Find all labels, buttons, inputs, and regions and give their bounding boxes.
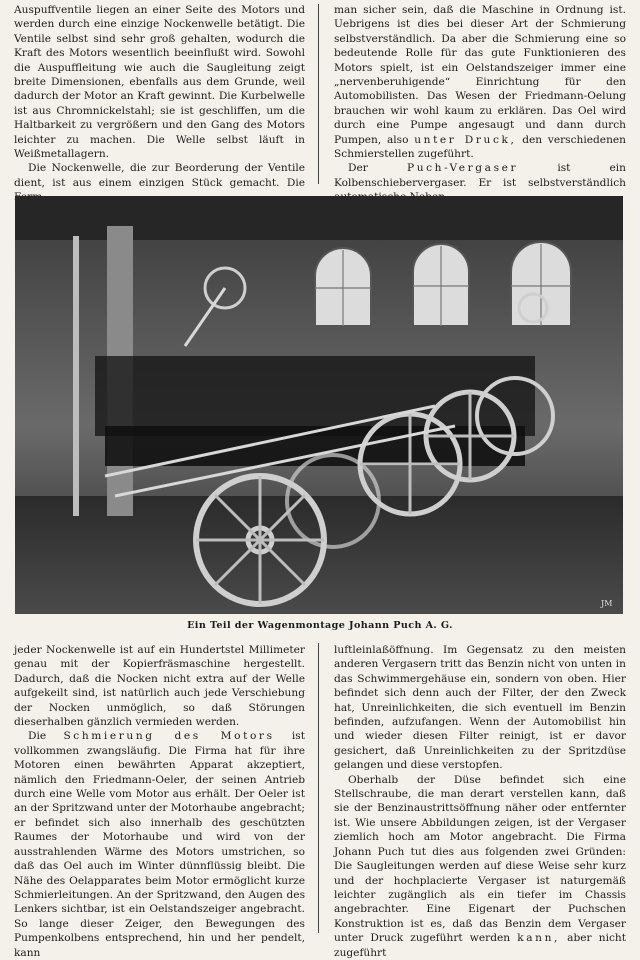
spaced-emphasis: Puch-Vergaser <box>406 162 519 175</box>
text-column-bottom-left <box>14 643 305 960</box>
text-run: ist vollkommen zwangsläufig. Die Firma hat für ihre Motoren einen bewährten Apparat akzeptiert, nämlich den Friedmann-Oeler, der seinen Antrieb durch eine Welle vom Motor aus erhält. Der Oeler ist an der Spritzwand unter der Motorhaube angebracht; er befindet sich also innerhalb des geschützten Raumes der Motorhaube und wird von der ausstrahlenden Wärme des Motors umstrichen, so daß das Oel auch im Winter dünnflüssig bleibt. Die Nähe des Oelapparates beim Motor ermöglicht kurze Schmierleitungen. An der Spritzwand, den Augen des Lenkers sichtbar, ist ein Oelstandszeiger angebracht. So lange dieser Zeiger, den Bewegungen des Pumpenkolbens entsprechend, hin und her pendelt, kann <box>14 730 306 959</box>
text-column-top-right <box>334 3 626 205</box>
paragraph: Auspuffventile liegen an einer Seite des Motors und werden durch eine einzige Nockenwelle betätigt. Die Ventile selbst sind sehr groß gehalten, wodurch die Kraft des Motors wesentlich beeinflußt wird. Sowohl die Auspuffleitung wie auch die Saugleitung zeigt breite Dimensionen, ebenfalls aus dem Grunde, weil dadurch der Motor an Kraft gewinnt. Die Kurbelwelle ist aus Chromnickelstahl; sie ist geschliffen, um die Haltbarkeit zu vergrößern und den Gang des Motors leichter zu machen. Die Welle selbst läuft in Weißmetallagern. <box>14 4 305 161</box>
paragraph <box>14 729 305 960</box>
text-run: Die <box>28 730 47 743</box>
text-run: Der <box>348 162 368 175</box>
column-divider <box>318 643 319 933</box>
paragraph: Die Nockenwelle, die zur Beorderung der Ventile dient, ist aus einem einzigen Stück gemacht. Die <box>14 162 305 189</box>
text-run: Oberhalb der Düse befindet sich eine Stellschraube, die man derart verstellen kann, daß sie der Benzinaustrittsöffnung näher oder entfernter ist. Wie unsere Abbildungen zeigen, ist der Vergaser ziemlich hoch am Motor angebracht. Die Firma Johann Puch tut dies aus folgenden zwei Gründen: Die Saugleitungen werden auf diese Weise sehr kurz und der hochplacierte Vergaser ist naturgemäß leichter zugänglich als ein tiefer im Chassis angebrachter. Eine Eigenart der Puchschen Konstruktion ist es, daß das Benzin dem Vergaser unter Druck zugeführt werden <box>334 773 626 945</box>
column-divider <box>318 4 319 184</box>
text-run: aber nicht zugeführt <box>334 932 626 959</box>
text-run: den verschiedenen Schmierstellen zugeführt. <box>334 133 626 161</box>
spaced-emphasis: kann, <box>517 932 560 945</box>
paragraph <box>334 773 626 960</box>
paragraph <box>334 3 626 161</box>
text-column-bottom-right <box>334 643 626 960</box>
svg-text:JM: JM <box>601 599 613 608</box>
spaced-emphasis: unter Druck, <box>414 133 517 146</box>
text-run: man sicher sein, daß die Maschine in Ordnung ist. Uebrigens ist dies bei dieser Art der Schmierung selbstverständlich. Da aber die Schmierung eine so bedeutende Rolle für das gute Funktionieren des Motors spielt, ist ein Oelstandszeiger immer eine „nervenberuhigende“ Einrichtung für den Automobilisten. Das Wesen der Friedmann-Oelung brauchen wir wohl kaum zu erklären. Das Oel wird durch eine Pumpe angesaugt und dann durch Pumpen, also <box>334 4 626 146</box>
factory-assembly-photo <box>15 196 623 614</box>
paragraph: luftleinlaßöffnung. Im Gegensatz zu den meisten anderen Vergasern tritt das Benzin nicht von unten in das Schwimmergehäuse ein, sondern von oben. Hier befindet sich denn auch der Filter, der den Zweck hat, Unreinlichkeiten, die sich eventuell im Benzin befinden, aufzufangen. Wenn der Automobilist hin und wieder diesen Filter reinigt, ist er davor gesichert, daß Unreinlichkeiten zu der Spritzdüse gelangen und diese verstopfen. <box>334 644 626 772</box>
text-column-top-left <box>14 3 305 205</box>
photo-caption: Ein Teil der Wagenmontage Johann Puch A. G. <box>187 620 453 631</box>
text-run: ist ein Kolbenschiebervergaser. Er ist selbstverständlich <box>334 162 627 189</box>
spaced-emphasis: Schmierung des Motors <box>63 730 275 743</box>
paragraph: jeder Nockenwelle ist auf ein Hundertstel Millimeter genau mit der Kopierfräsmaschine hergestellt. Dadurch, daß die Nocken nicht extra auf der Welle aufgekeilt sind, ist natürlich auch jede Verschiebung der Nocken unmöglich, so daß Störungen dieserhalben gänzlich vermieden werden. <box>14 644 305 729</box>
